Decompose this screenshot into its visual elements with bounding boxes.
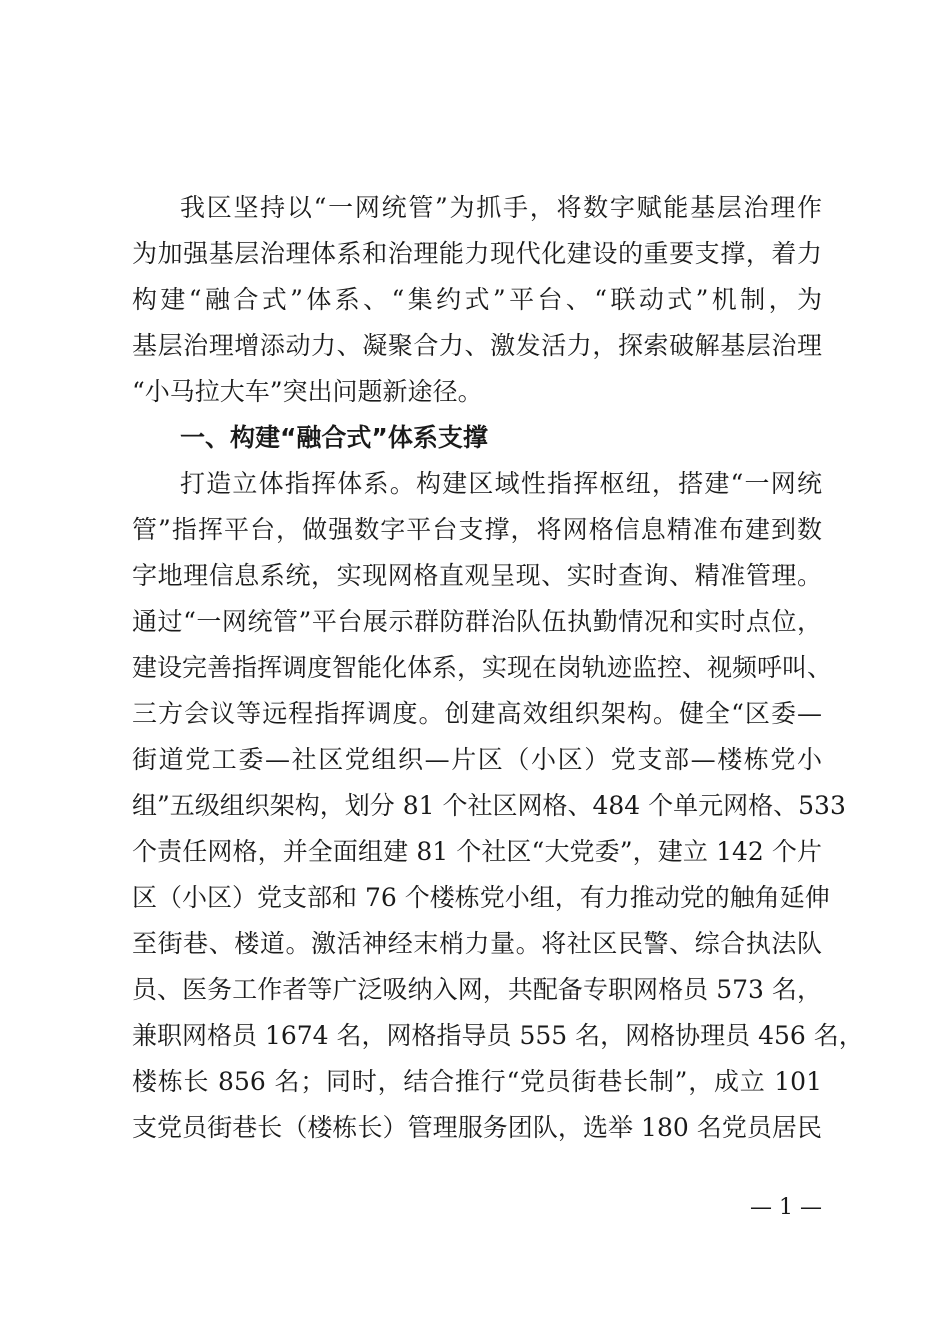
- section-one-line-1: 打造立体指挥体系。构建区域性指挥枢纽，搭建“一网统: [180, 469, 822, 498]
- section-one-line-3: 字地理信息系统，实现网格直观呈现、实时查询、精准管理。: [132, 561, 822, 590]
- intro-line-1: 我区坚持以“一网统管”为抓手，将数字赋能基层治理作: [180, 193, 822, 222]
- section-one-line-9: 个责任网格，并全面组建 81 个社区“大党委”，建立 142 个片: [132, 837, 822, 866]
- intro-line-3: 构建“融合式”体系、“集约式”平台、“联动式”机制，为: [132, 285, 822, 314]
- section-one-line-5: 建设完善指挥调度智能化体系，实现在岗轨迹监控、视频呼叫、: [132, 653, 833, 682]
- section-one-line-11: 至街巷、楼道。激活神经末梢力量。将社区民警、综合执法队: [132, 929, 822, 958]
- section-one-line-14: 楼栋长 856 名；同时，结合推行“党员街巷长制”，成立 101: [132, 1067, 822, 1096]
- section-one-line-2: 管”指挥平台，做强数字平台支撑，将网格信息精准布建到数: [132, 515, 822, 544]
- section-one-line-8: 组”五级组织架构，划分 81 个社区网格、484 个单元网格、533: [132, 791, 846, 820]
- section-one-line-12: 员、医务工作者等广泛吸纳入网，共配备专职网格员 573 名，: [132, 975, 822, 1004]
- section-one-line-13: 兼职网格员 1674 名，网格指导员 555 名，网格协理员 456 名，: [132, 1021, 864, 1050]
- section-one-line-10: 区（小区）党支部和 76 个楼栋党小组，有力推动党的触角延伸: [132, 883, 830, 912]
- section-one-line-6: 三方会议等远程指挥调度。创建高效组织架构。健全“区委—: [132, 699, 822, 728]
- section-one-line-7: 街道党工委—社区党组织—片区（小区）党支部—楼栋党小: [132, 745, 822, 774]
- page-number: — 1 —: [750, 1195, 822, 1220]
- intro-line-5: “小马拉大车”突出问题新途径。: [132, 377, 483, 406]
- section-one-line-4: 通过“一网统管”平台展示群防群治队伍执勤情况和实时点位，: [132, 607, 822, 636]
- intro-line-2: 为加强基层治理体系和治理能力现代化建设的重要支撑，着力: [132, 239, 822, 268]
- section-one-heading: 一、构建“融合式”体系支撑: [180, 423, 488, 452]
- section-one-line-15: 支党员街巷长（楼栋长）管理服务团队，选举 180 名党员居民: [132, 1113, 822, 1142]
- intro-line-4: 基层治理增添动力、凝聚合力、激发活力，探索破解基层治理: [132, 331, 822, 360]
